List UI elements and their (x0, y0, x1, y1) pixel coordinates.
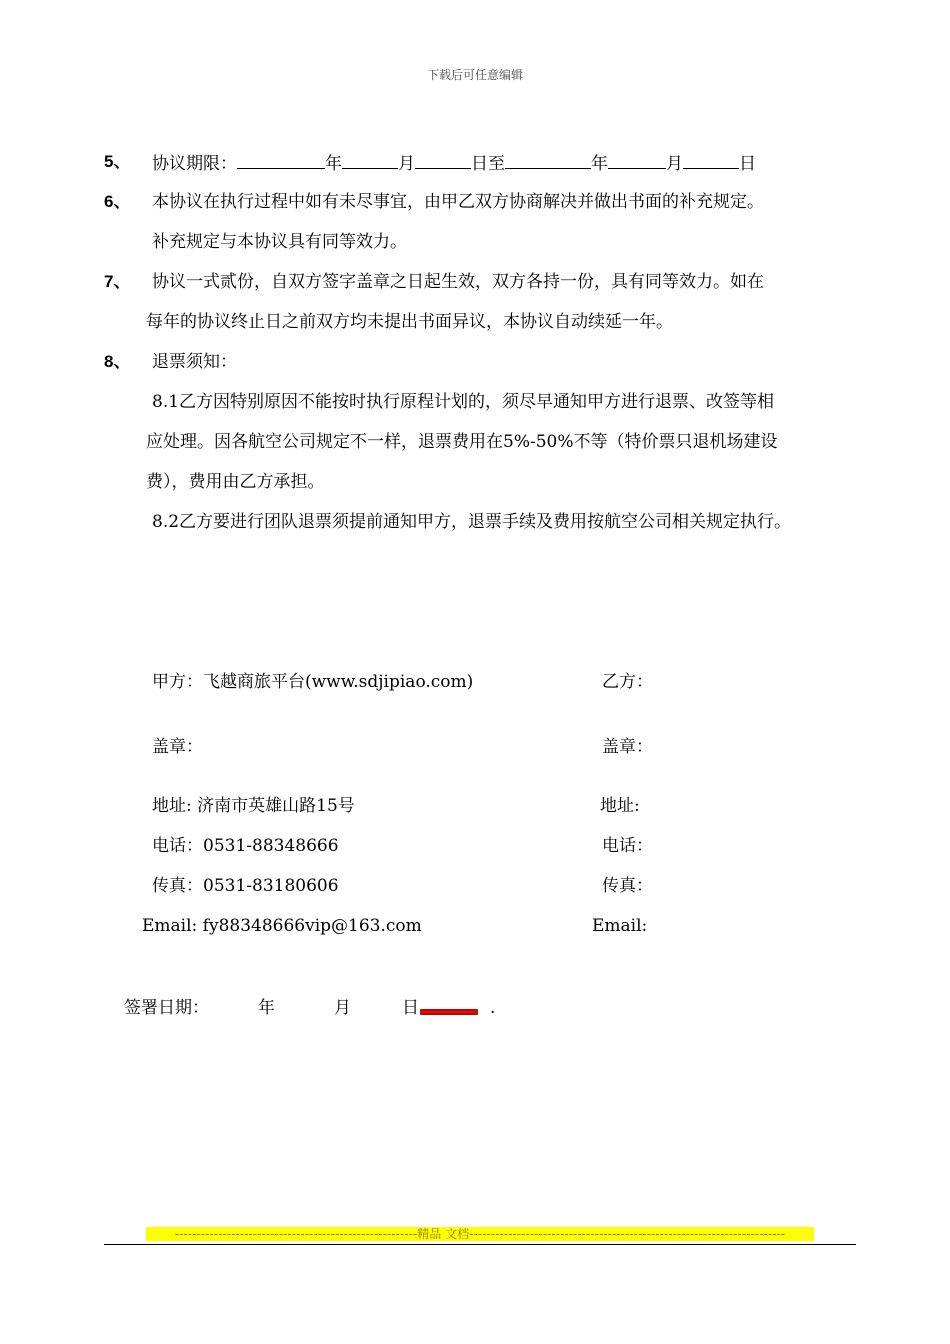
party-a-fax: 传真：0531-83180606 (152, 876, 339, 896)
clause-8-number: 8、 (104, 352, 131, 371)
blank-start-year (237, 151, 325, 169)
blank-end-year (505, 151, 591, 169)
party-a-address: 地址: 济南市英雄山路15号 (152, 796, 355, 816)
red-stamp-mark (420, 1009, 478, 1015)
signing-date-label: 签署日期： (124, 998, 209, 1018)
label-month-1: 月 (398, 154, 415, 174)
blank-start-month (342, 151, 398, 169)
footer-rule (104, 1244, 856, 1245)
clause-5-term (152, 151, 756, 175)
signing-day: 日 (402, 998, 419, 1018)
clause-6-number: 6、 (104, 192, 131, 211)
signing-month: 月 (334, 998, 351, 1018)
label-day-to: 日至 (471, 154, 505, 174)
party-a-phone: 电话：0531-88348666 (152, 836, 339, 856)
clause-6-line-1: 本协议在执行过程中如有未尽事宜，由甲乙双方协商解决并做出书面的补充规定。 (152, 192, 764, 212)
party-b-phone: 电话： (602, 836, 653, 856)
clause-8-1-line-1: 8.1乙方因特别原因不能按时执行原程计划的，须尽早通知甲方进行退票、改签等相 (152, 392, 775, 412)
label-year-1: 年 (325, 154, 342, 174)
party-b-address: 地址: (600, 796, 640, 816)
label-year-2: 年 (591, 154, 608, 174)
party-b-name: 乙方： (602, 672, 653, 692)
clause-8-1-line-2: 应处理。因各航空公司规定不一样，退票费用在5%-50%不等（特价票只退机场建设 (146, 432, 778, 452)
header-note: 下载后可任意编辑 (426, 68, 523, 82)
clause-8-title: 退票须知： (152, 352, 237, 372)
party-a-email: Email: fy88348666vip@163.com (142, 916, 422, 936)
clause-5-number: 5、 (104, 152, 131, 171)
footer-watermark-band: --------------------------------------------------------精品 文档------------------------------------------------------------------------- (146, 1227, 814, 1241)
clause-8-1-line-3: 费），费用由乙方承担。 (146, 472, 325, 492)
clause-7-line-1: 协议一式贰份，自双方签字盖章之日起生效，双方各持一份，具有同等效力。如在 (152, 272, 764, 292)
signing-year: 年 (258, 998, 275, 1018)
clause-8-2: 8.2乙方要进行团队退票须提前通知甲方，退票手续及费用按航空公司相关规定执行。 (152, 512, 792, 532)
party-b-fax: 传真： (602, 876, 653, 896)
blank-start-day (415, 151, 471, 169)
party-a-name: 甲方：飞越商旅平台(www.sdjipiao.com) (152, 672, 474, 692)
label-day-2: 日 (739, 154, 756, 174)
party-b-seal: 盖章： (602, 737, 653, 757)
clause-5-label: 协议期限： (152, 154, 237, 174)
label-month-2: 月 (666, 154, 683, 174)
party-a-seal: 盖章： (152, 737, 203, 757)
clause-7-line-2: 每年的协议终止日之前双方均未提出书面异议，本协议自动续延一年。 (146, 312, 673, 332)
signing-end-dot: . (490, 998, 496, 1018)
blank-end-day (683, 151, 739, 169)
clause-6-line-2: 补充规定与本协议具有同等效力。 (152, 232, 407, 252)
blank-end-month (608, 151, 666, 169)
clause-7-number: 7、 (104, 272, 131, 291)
party-b-email: Email: (592, 916, 648, 936)
